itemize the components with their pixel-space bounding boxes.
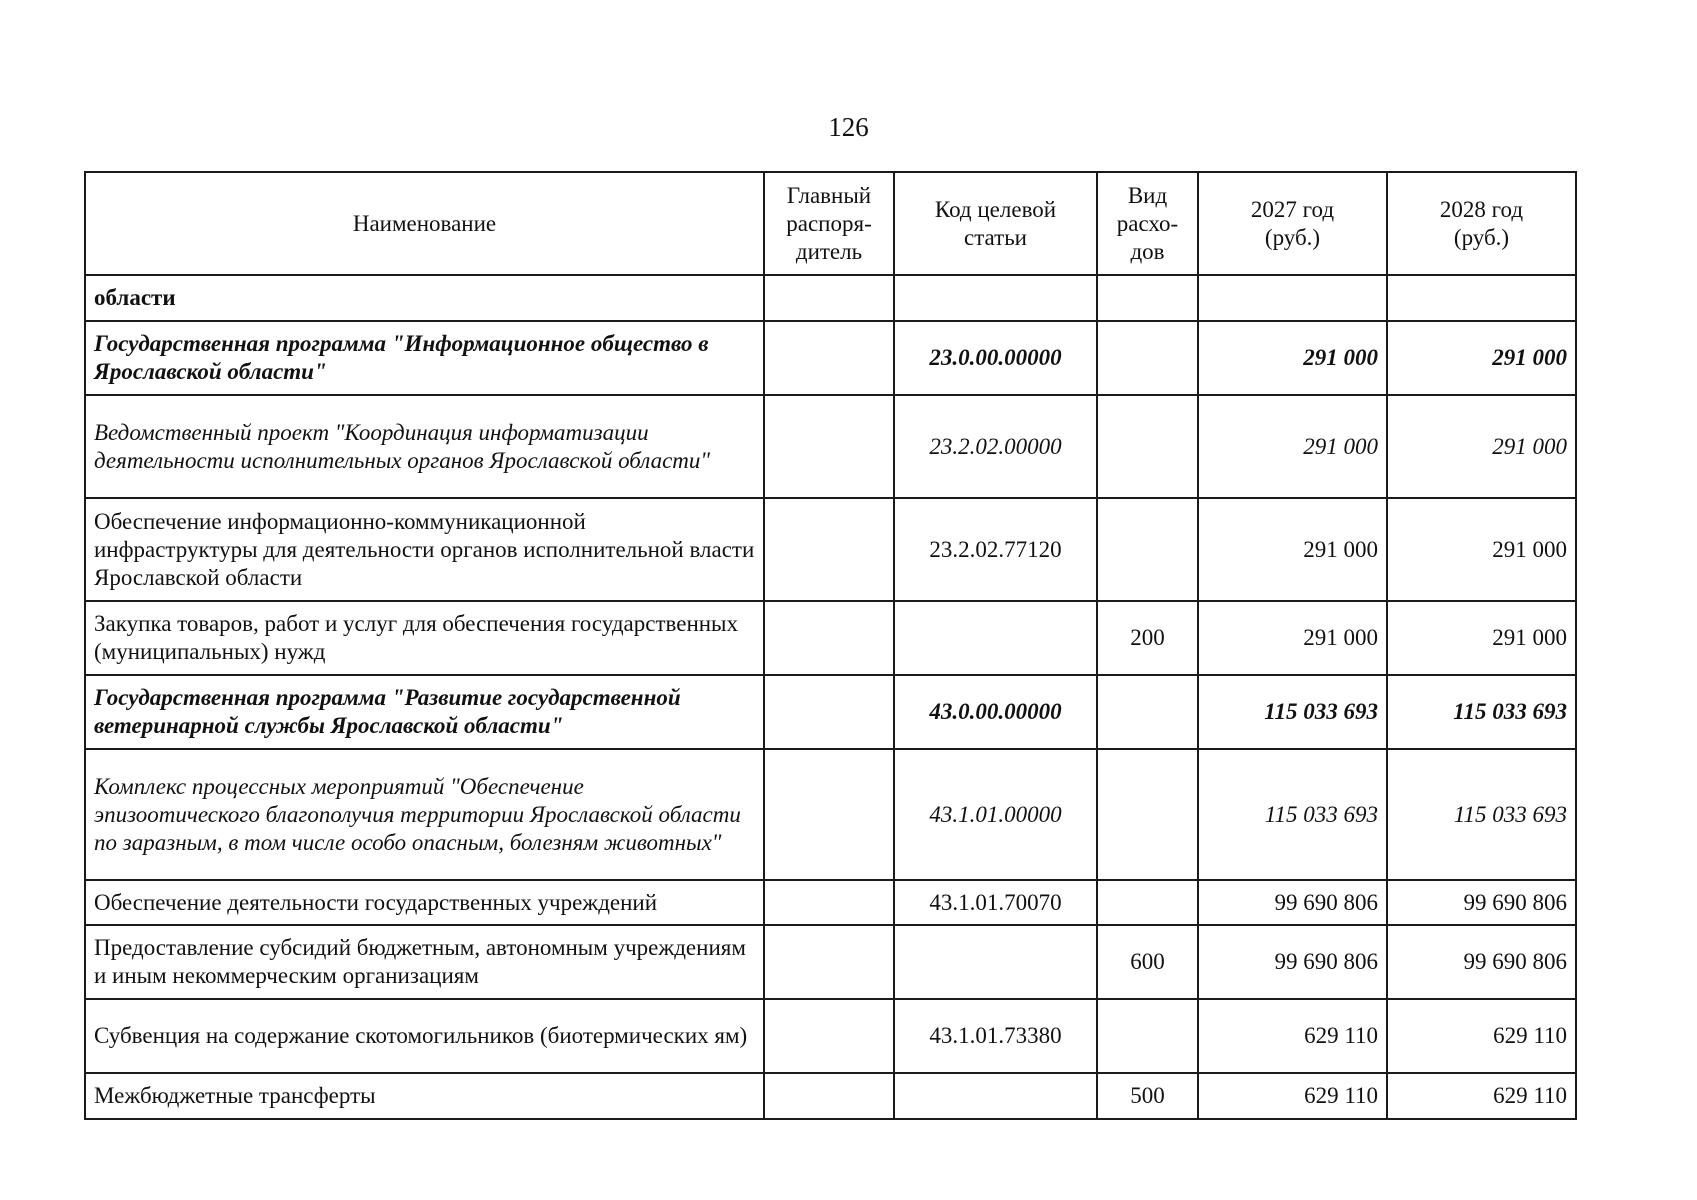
row-admin (764, 275, 894, 321)
table-row (85, 1073, 1576, 1119)
row-name: области (85, 275, 764, 321)
row-code (894, 1073, 1097, 1119)
table-row (85, 321, 1576, 395)
row-code: 23.0.00.00000 (894, 321, 1097, 395)
header-name: Наименование (85, 172, 764, 275)
row-code: 43.1.01.70070 (894, 880, 1097, 925)
row-code: 23.2.02.00000 (894, 395, 1097, 498)
row-name: Межбюджетные трансферты (85, 1073, 764, 1119)
row-name: Субвенция на содержание скотомогильников (биотермических ям) (85, 999, 764, 1073)
row-code (894, 925, 1097, 999)
row-2028: 291 000 (1387, 498, 1576, 601)
row-kind (1097, 749, 1198, 880)
page-number: 126 (828, 112, 869, 142)
row-code (894, 275, 1097, 321)
row-2027 (1198, 275, 1387, 321)
row-kind (1097, 321, 1198, 395)
row-2027: 629 110 (1198, 1073, 1387, 1119)
row-kind (1097, 395, 1198, 498)
row-admin (764, 675, 894, 749)
row-admin (764, 999, 894, 1073)
row-code: 23.2.02.77120 (894, 498, 1097, 601)
table-row (85, 601, 1576, 675)
row-2027: 291 000 (1198, 395, 1387, 498)
table-row (85, 999, 1576, 1073)
row-code: 43.1.01.73380 (894, 999, 1097, 1073)
row-2027: 291 000 (1198, 498, 1387, 601)
row-name: Государственная программа "Развитие государственной ветеринарной службы Ярославской области" (85, 675, 764, 749)
row-kind: 200 (1097, 601, 1198, 675)
header-row (85, 172, 1576, 275)
row-kind (1097, 999, 1198, 1073)
row-admin (764, 880, 894, 925)
row-2028: 115 033 693 (1387, 675, 1576, 749)
row-admin (764, 395, 894, 498)
budget-table (84, 171, 1577, 1120)
row-admin (764, 925, 894, 999)
row-name: Обеспечение деятельности государственных учреждений (85, 880, 764, 925)
row-2028: 99 690 806 (1387, 880, 1576, 925)
row-code (894, 601, 1097, 675)
row-2028: 99 690 806 (1387, 925, 1576, 999)
row-name: Ведомственный проект "Координация информатизации деятельности исполнительных органов Ярославской области" (85, 395, 764, 498)
row-kind (1097, 880, 1198, 925)
row-2027: 291 000 (1198, 601, 1387, 675)
row-2028 (1387, 275, 1576, 321)
row-2027: 115 033 693 (1198, 675, 1387, 749)
row-kind (1097, 275, 1198, 321)
header-2028: 2028 год (руб.) (1387, 172, 1576, 275)
table-row (85, 675, 1576, 749)
row-name: Государственная программа "Информационное общество в Ярославской области" (85, 321, 764, 395)
row-2027: 291 000 (1198, 321, 1387, 395)
header-2027: 2027 год (руб.) (1198, 172, 1387, 275)
row-name: Предоставление субсидий бюджетным, автономным учреждениям и иным некоммерческим организациям (85, 925, 764, 999)
header-admin: Главный распоря-дитель (764, 172, 894, 275)
row-2028: 291 000 (1387, 321, 1576, 395)
table-row (85, 749, 1576, 880)
row-2028: 291 000 (1387, 395, 1576, 498)
row-2028: 291 000 (1387, 601, 1576, 675)
row-2028: 629 110 (1387, 1073, 1576, 1119)
row-2027: 99 690 806 (1198, 880, 1387, 925)
row-name: Закупка товаров, работ и услуг для обеспечения государственных (муниципальных) нужд (85, 601, 764, 675)
header-kind: Вид расхо-дов (1097, 172, 1198, 275)
row-kind: 500 (1097, 1073, 1198, 1119)
header-code: Код целевой статьи (894, 172, 1097, 275)
row-admin (764, 601, 894, 675)
row-kind: 600 (1097, 925, 1198, 999)
row-2027: 629 110 (1198, 999, 1387, 1073)
row-name: Комплекс процессных мероприятий "Обеспечение эпизоотического благополучия территории Ярославской области по заразным, в том числе особо опасным, болезням животных" (85, 749, 764, 880)
table-row (85, 275, 1576, 321)
row-2027: 99 690 806 (1198, 925, 1387, 999)
row-admin (764, 498, 894, 601)
row-2027: 115 033 693 (1198, 749, 1387, 880)
row-kind (1097, 675, 1198, 749)
row-2028: 115 033 693 (1387, 749, 1576, 880)
row-2028: 629 110 (1387, 999, 1576, 1073)
table-row (85, 498, 1576, 601)
row-code: 43.0.00.00000 (894, 675, 1097, 749)
table-row (85, 880, 1576, 925)
row-name: Обеспечение информационно-коммуникационной инфраструктуры для деятельности органов исполнительной власти Ярославской области (85, 498, 764, 601)
row-code: 43.1.01.00000 (894, 749, 1097, 880)
row-admin (764, 1073, 894, 1119)
table-row (85, 395, 1576, 498)
row-kind (1097, 498, 1198, 601)
row-admin (764, 321, 894, 395)
row-admin (764, 749, 894, 880)
table-row (85, 925, 1576, 999)
